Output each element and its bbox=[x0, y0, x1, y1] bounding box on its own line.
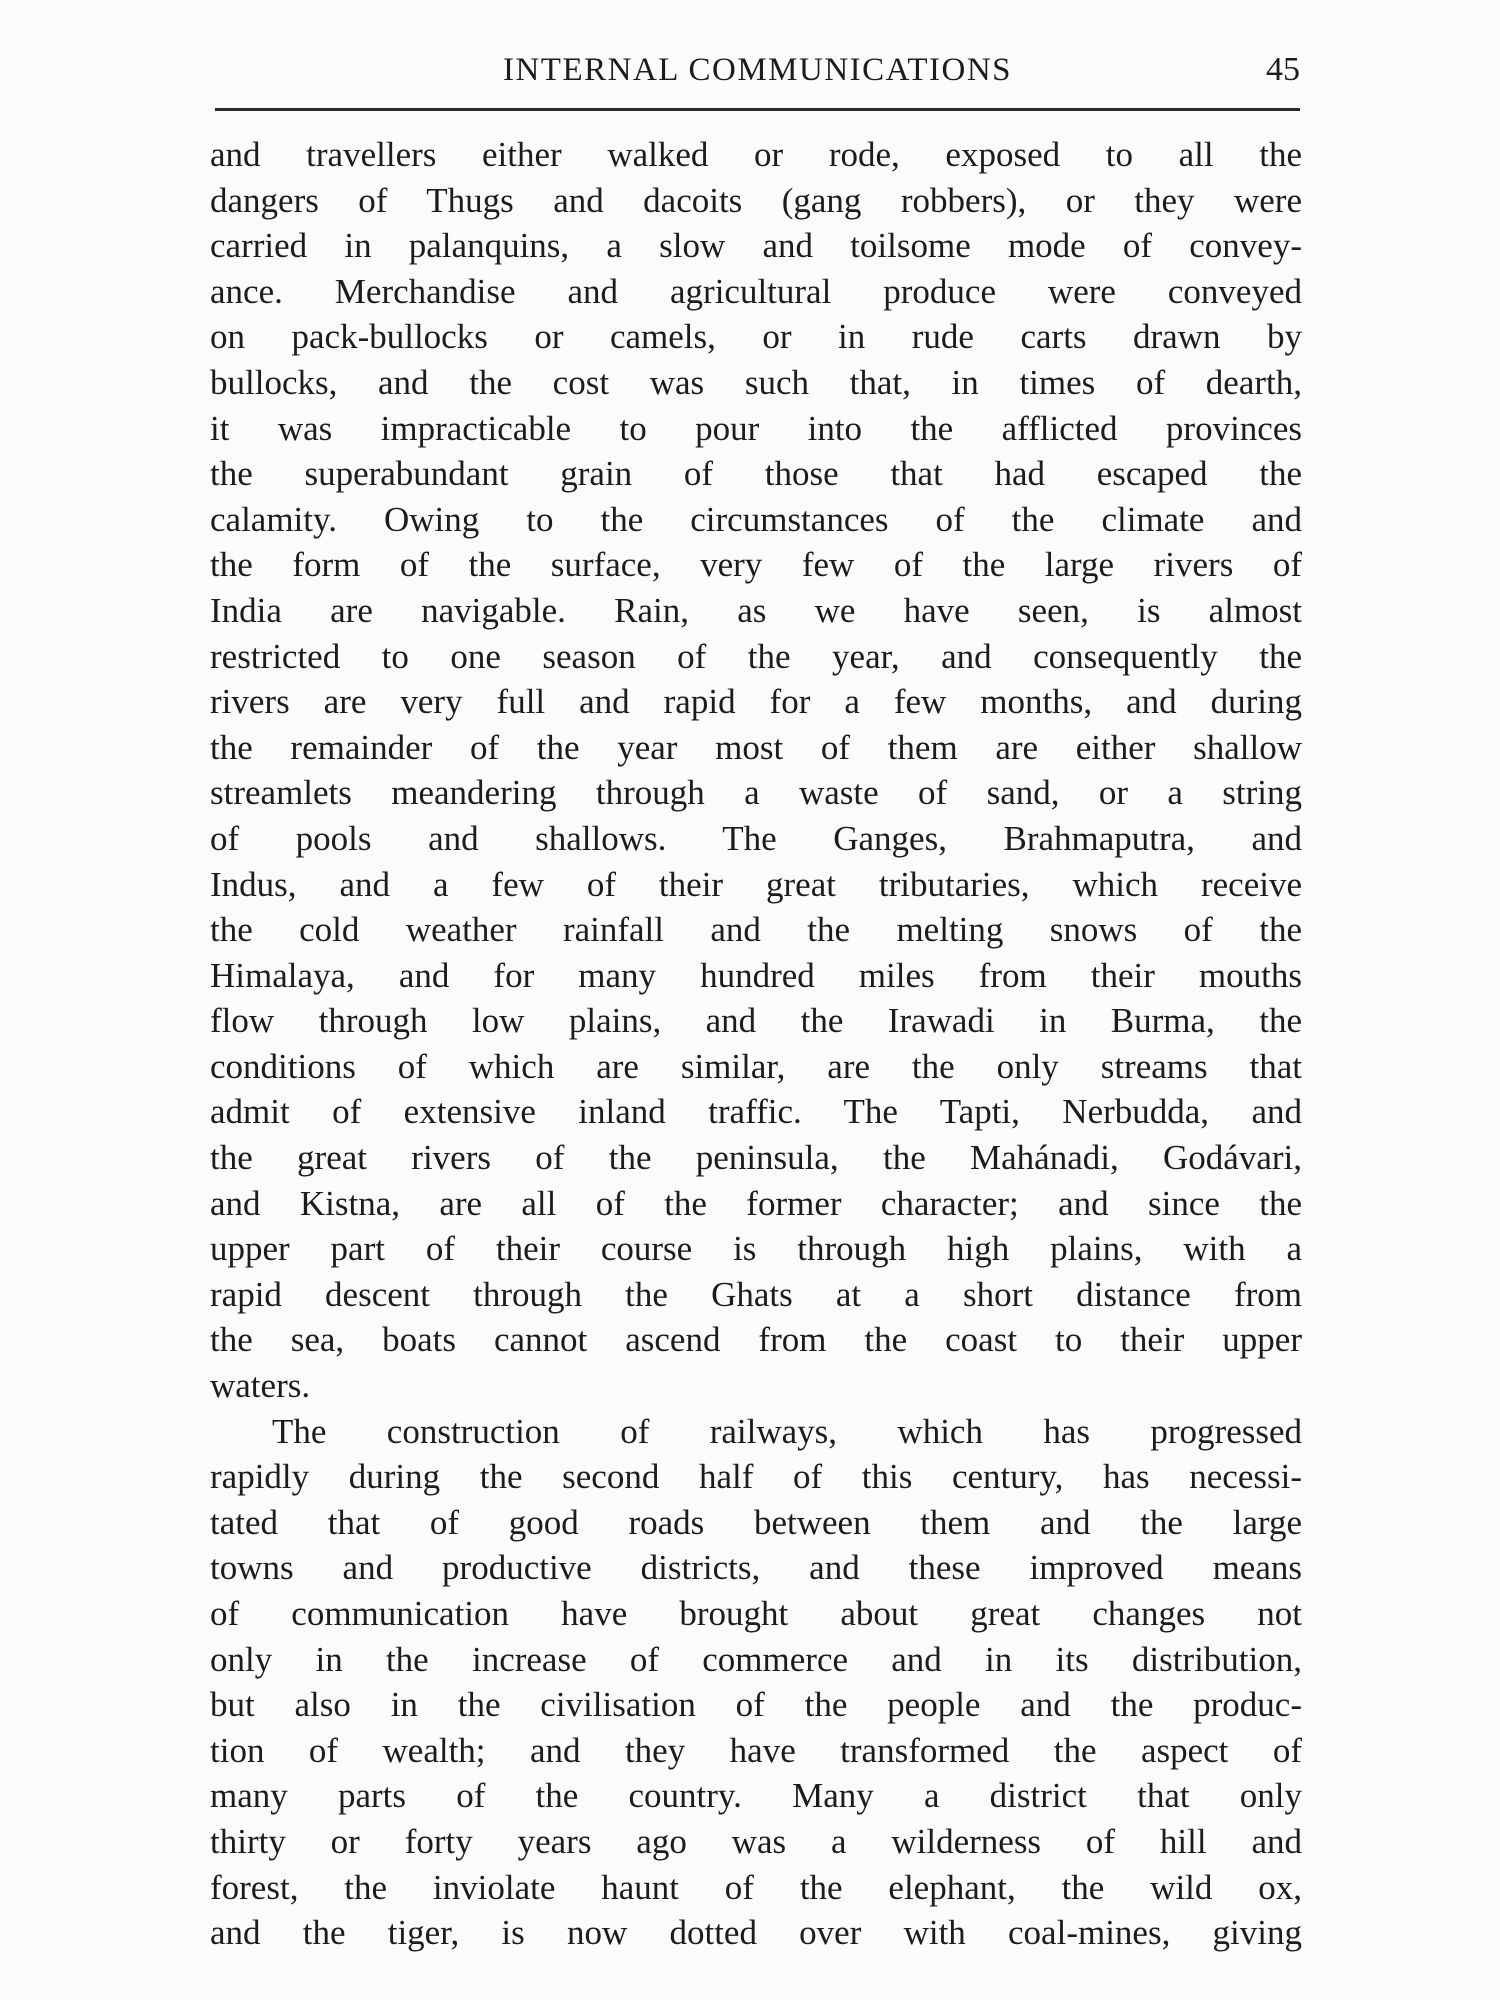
text-line: and Kistna, are all of the former character; and since the bbox=[210, 1183, 1302, 1223]
text-line: the sea, boats cannot ascend from the coast to their upper bbox=[210, 1320, 1302, 1360]
text-line: many parts of the country. Many a district that only bbox=[210, 1776, 1302, 1816]
text-line: forest, the inviolate haunt of the elephant, the wild ox, bbox=[210, 1867, 1302, 1907]
text-line: and travellers either walked or rode, exposed to all the bbox=[210, 135, 1302, 174]
text-line: India are navigable. Rain, as we have seen, is almost bbox=[210, 590, 1302, 630]
text-line: and the tiger, is now dotted over with coal-mines, giving bbox=[210, 1913, 1302, 1953]
text-line: thirty or forty years ago was a wilderness of hill and bbox=[210, 1821, 1302, 1861]
text-line: the form of the surface, very few of the large rivers of bbox=[210, 545, 1302, 585]
text-line: dangers of Thugs and dacoits (gang robbers), or they were bbox=[210, 180, 1302, 220]
text-line: tion of wealth; and they have transformed the aspect of bbox=[210, 1730, 1302, 1770]
text-line: calamity. Owing to the circumstances of the climate and bbox=[210, 499, 1302, 539]
text-line: the great rivers of the peninsula, the Mahánadi, Godávari, bbox=[210, 1138, 1302, 1178]
text-line: rivers are very full and rapid for a few months, and during bbox=[210, 682, 1302, 722]
text-line: bullocks, and the cost was such that, in times of dearth, bbox=[210, 362, 1302, 402]
text-line: it was impracticable to pour into the afflicted provinces bbox=[210, 408, 1302, 448]
text-line: carried in palanquins, a slow and toilsome mode of convey- bbox=[210, 226, 1302, 266]
text-line: Himalaya, and for many hundred miles from their mouths bbox=[210, 955, 1302, 995]
text-line: flow through low plains, and the Irawadi in Burma, the bbox=[210, 1001, 1302, 1041]
paragraph-1 bbox=[210, 132, 1302, 1409]
text-line: rapid descent through the Ghats at a short distance from bbox=[210, 1274, 1302, 1314]
page-number: 45 bbox=[1266, 51, 1300, 88]
text-line: Indus, and a few of their great tributaries, which receive bbox=[210, 864, 1302, 904]
paragraph-2 bbox=[210, 1409, 1302, 1956]
text-line: towns and productive districts, and these improved means bbox=[210, 1548, 1302, 1588]
text-line: ance. Merchandise and agricultural produce were conveyed bbox=[210, 271, 1302, 311]
text-line: tated that of good roads between them and the large bbox=[210, 1502, 1302, 1542]
text-line: only in the increase of commerce and in its distribution, bbox=[210, 1639, 1302, 1679]
text-line: of pools and shallows. The Ganges, Brahmaputra, and bbox=[210, 818, 1302, 858]
running-head bbox=[215, 40, 1300, 100]
text-line: rapidly during the second half of this century, has necessi- bbox=[210, 1457, 1302, 1497]
text-line: restricted to one season of the year, and consequently the bbox=[210, 636, 1302, 676]
text-line: the remainder of the year most of them are either shallow bbox=[210, 727, 1302, 767]
text-line: but also in the civilisation of the people and the produc- bbox=[210, 1685, 1302, 1725]
text-line: waters. bbox=[210, 1366, 311, 1406]
text-line: the cold weather rainfall and the melting snows of the bbox=[210, 910, 1302, 950]
text-line: conditions of which are similar, are the only streams that bbox=[210, 1046, 1302, 1086]
text-line: the superabundant grain of those that had escaped the bbox=[210, 454, 1302, 494]
body-text bbox=[210, 132, 1302, 1956]
header-rule bbox=[215, 108, 1300, 111]
text-line: of communication have brought about great changes not bbox=[210, 1594, 1302, 1633]
text-line: The construction of railways, which has progressed bbox=[272, 1411, 1302, 1451]
text-line: upper part of their course is through high plains, with a bbox=[210, 1229, 1302, 1269]
text-line: on pack-bullocks or camels, or in rude carts drawn by bbox=[210, 317, 1302, 357]
text-line: streamlets meandering through a waste of sand, or a string bbox=[210, 773, 1302, 813]
text-line: admit of extensive inland traffic. The Tapti, Nerbudda, and bbox=[210, 1092, 1302, 1132]
running-title: INTERNAL COMMUNICATIONS bbox=[502, 52, 1013, 88]
